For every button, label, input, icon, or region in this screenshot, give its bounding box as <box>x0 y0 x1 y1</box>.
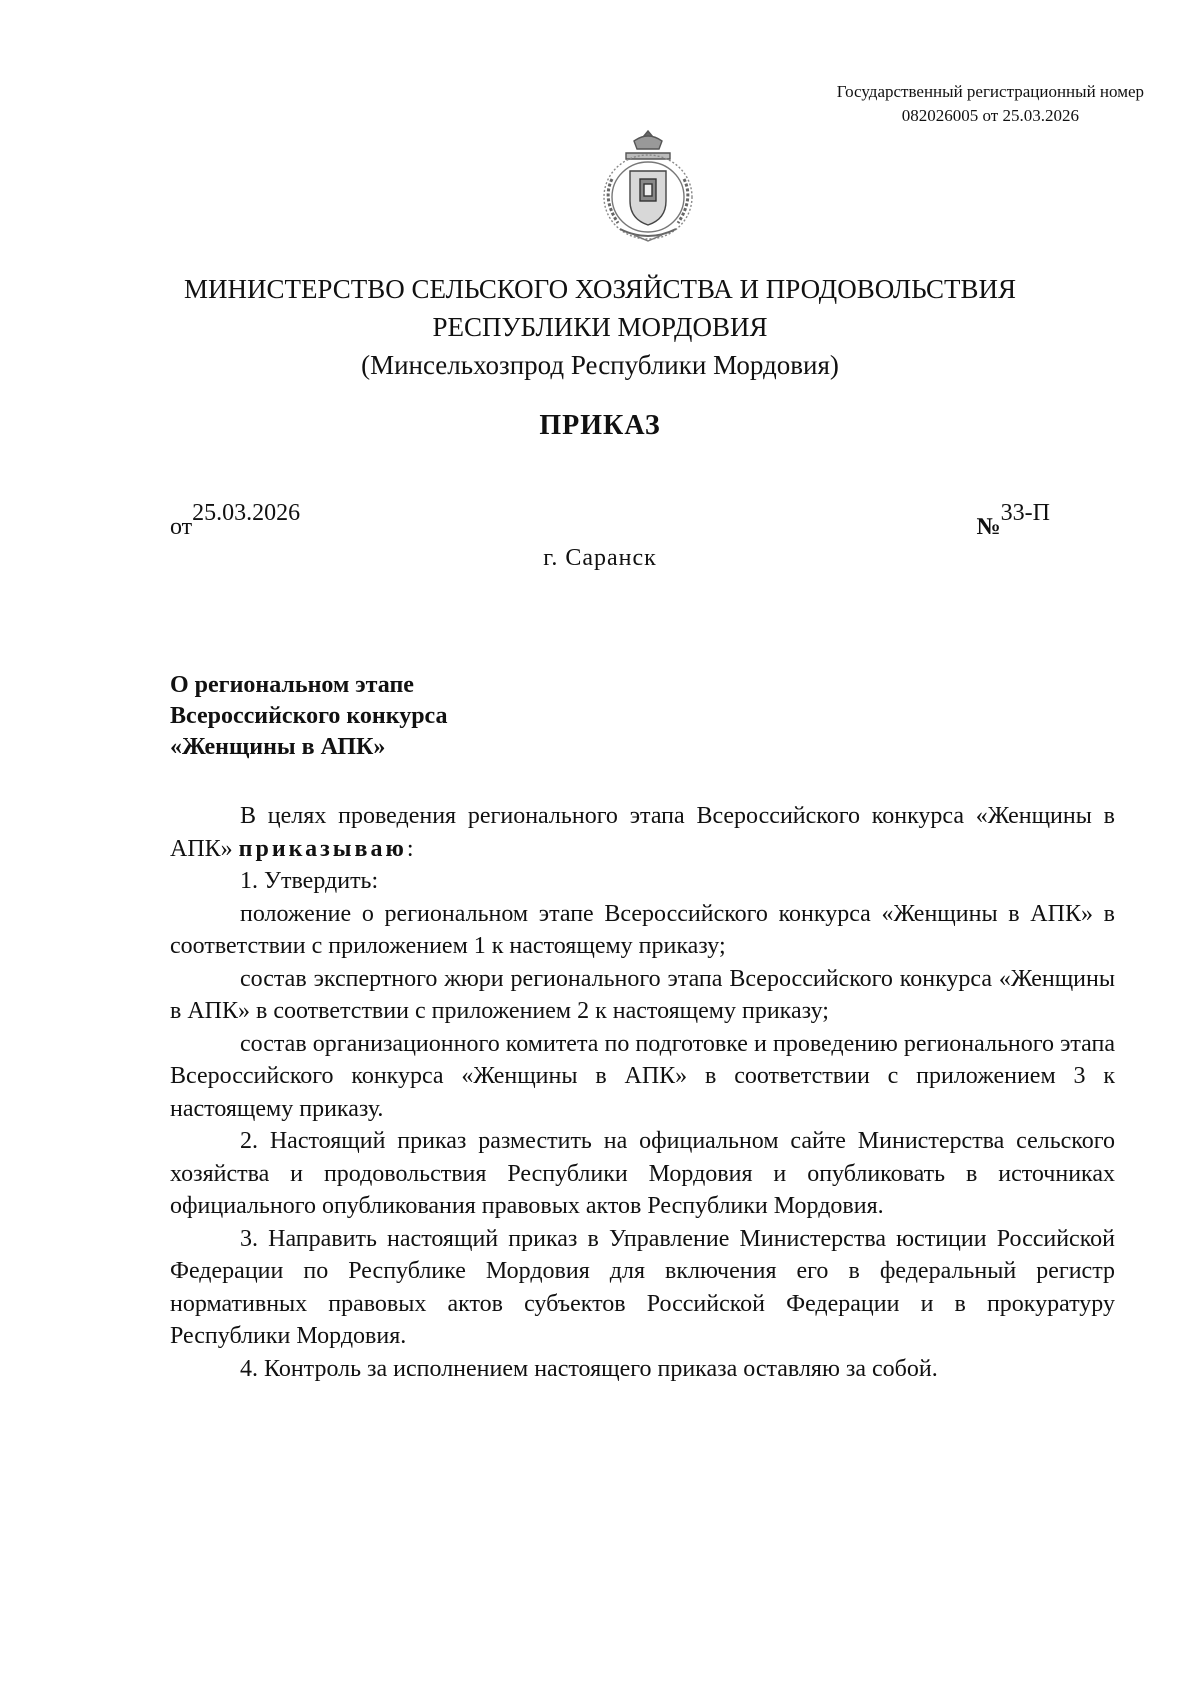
order-body <box>170 800 1115 1385</box>
ministry-name-line-1: МИНИСТЕРСТВО СЕЛЬСКОГО ХОЗЯЙСТВА И ПРОДОВОЛЬСТВИЯ <box>183 274 1017 304</box>
order-subject <box>170 670 448 763</box>
item-2: 2. Настоящий приказ разместить на официальном сайте Министерства сельского хозяйства и продовольствия Республики Мордовия и опубликовать в источниках официального опубликования правовых актов Республики Мордовия. <box>170 1128 1115 1219</box>
ministry-header <box>0 270 1200 384</box>
order-word: приказываю <box>238 835 407 862</box>
document-number <box>976 500 1050 540</box>
date-number-row <box>170 500 1050 540</box>
city: г. Саранск <box>543 545 657 571</box>
subject-line-1: О региональном этапе <box>170 672 414 698</box>
registration-line-2: 082026005 от 25.03.2026 <box>901 106 1079 125</box>
intro-paragraph <box>170 800 1115 865</box>
registration-number <box>837 80 1144 128</box>
item-1-b: состав экспертного жюри регионального этапа Всероссийского конкурса «Женщины в АПК» в соответствии с приложением 2 к настоящему приказу; <box>170 965 1115 1024</box>
item-1-a: положение о региональном этапе Всероссийского конкурса «Женщины в АПК» в соответствии с приложением 1 к настоящему приказу; <box>170 900 1115 959</box>
intro-text: В целях проведения регионального этапа Всероссийского конкурса «Женщины в АПК» <box>170 803 1115 862</box>
item-3: 3. Направить настоящий приказ в Управление Министерства юстиции Российской Федерации по Республике Мордовия для включения его в федеральный регистр нормативных правовых актов субъектов Российской Федерации и в прокуратуру Республики Мордовия. <box>170 1225 1115 1349</box>
item-1: 1. Утвердить: <box>240 868 379 894</box>
date-value: 25.03.2026 <box>192 500 301 526</box>
registration-line-1: Государственный регистрационный номер <box>836 82 1144 101</box>
document-date <box>170 500 301 540</box>
item-4: 4. Контроль за исполнением настоящего приказа оставляю за собой. <box>240 1355 938 1382</box>
coat-of-arms-icon <box>590 127 706 245</box>
ministry-short-name: (Минсельхозпрод Республики Мордовия) <box>361 350 839 380</box>
intro-colon: : <box>406 835 414 862</box>
number-value: 33-П <box>1000 500 1050 526</box>
number-prefix: № <box>976 514 1001 540</box>
ministry-name-line-2: РЕСПУБЛИКИ МОРДОВИЯ <box>432 312 768 342</box>
subject-line-2: Всероссийского конкурса <box>170 703 448 729</box>
subject-line-3: «Женщины в АПК» <box>170 734 386 760</box>
item-1-c: состав организационного комитета по подготовке и проведению регионального этапа Всероссийского конкурса «Женщины в АПК» в соответствии с приложением 3 к настоящему приказу. <box>170 1030 1115 1122</box>
date-prefix: от <box>170 514 193 540</box>
document-type: ПРИКАЗ <box>539 410 661 441</box>
